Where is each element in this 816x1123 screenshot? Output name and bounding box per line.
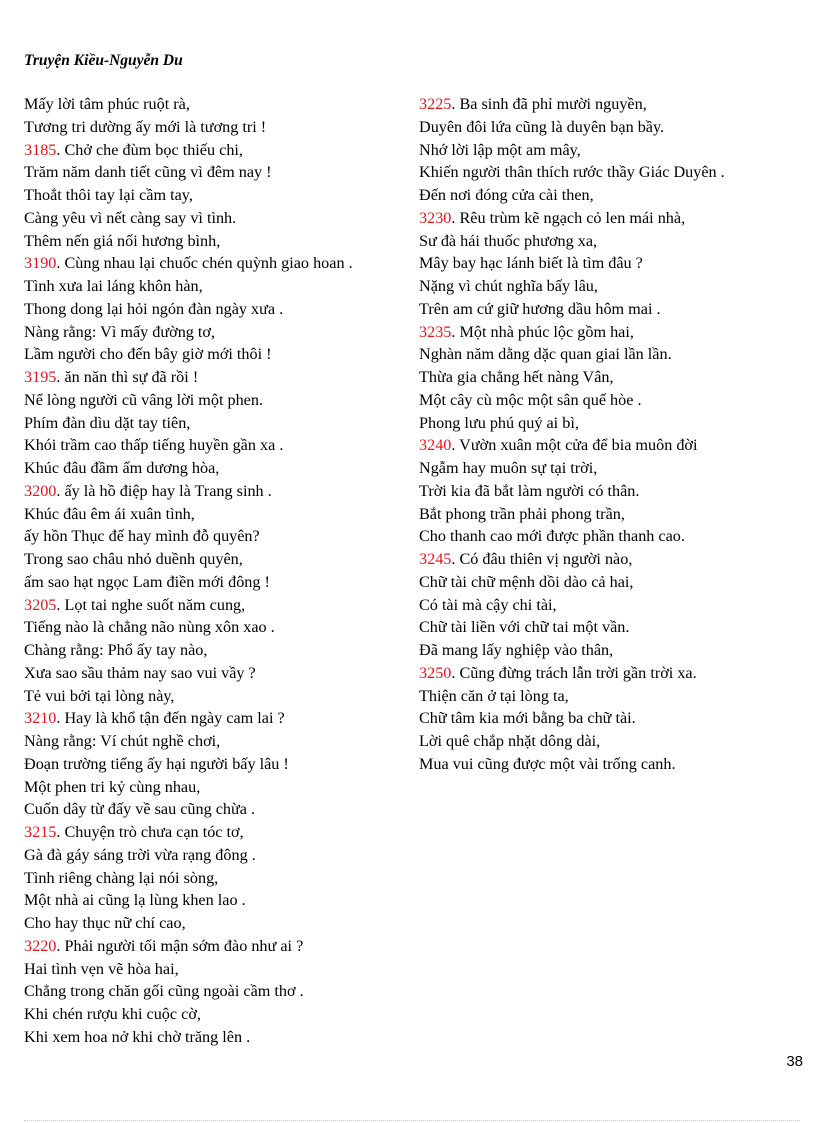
verse-line — [24, 275, 414, 298]
verse-text: Nể lòng người cũ vâng lời một phen. — [24, 390, 263, 409]
verse-text: . Một nhà phúc lộc gồm hai, — [451, 322, 634, 341]
verse-text: Tình riêng chàng lại nói sòng, — [24, 868, 219, 887]
verse-text: Càng yêu vì nết càng say vì tình. — [24, 208, 237, 227]
verse-line — [24, 980, 414, 1003]
page-number: 38 — [786, 1053, 803, 1070]
verse-text: Mua vui cũng được một vài trống canh. — [419, 754, 676, 773]
verse-line — [419, 343, 809, 366]
verse-line — [24, 230, 414, 253]
verse-text: . Ba sinh đã phỉ mười nguyền, — [451, 95, 647, 113]
verse-line — [24, 161, 414, 184]
verse-line — [24, 662, 414, 685]
verse-text: . Hay là khổ tận đến ngày cam lai ? — [56, 709, 285, 728]
verse-text: Gà đà gáy sáng trời vừa rạng đông . — [24, 845, 256, 864]
verse-line — [24, 207, 414, 230]
verse-text: Đến nơi đóng cửa cài then, — [419, 186, 594, 204]
verse-text: Nghàn năm dằng dặc quan giai lần lần. — [419, 345, 672, 364]
verse-number: 3190 — [24, 254, 57, 273]
verse-text: Đã mang lấy nghiệp vào thân, — [419, 641, 614, 659]
verse-text: . Chở che đùm bọc thiếu chi, — [56, 140, 243, 159]
verse-number: 3205 — [24, 595, 57, 614]
verse-text: Tình xưa lai láng khôn hàn, — [24, 277, 203, 295]
verse-line — [419, 275, 809, 298]
verse-line — [24, 798, 414, 821]
verse-line — [24, 685, 414, 708]
verse-text: Một phen tri kỷ cùng nhau, — [24, 777, 201, 796]
verse-text: Trời kia đã bắt làm người có thân. — [419, 481, 640, 500]
verse-line — [419, 594, 809, 617]
verse-text: Nàng rằng: Vì mấy đường tơ, — [24, 322, 216, 341]
verse-line — [419, 525, 809, 548]
verse-line — [419, 457, 809, 480]
verse-line — [24, 594, 414, 617]
verse-text: Thoắt thôi tay lại cầm tay, — [24, 186, 193, 204]
verse-text: Duyên đôi lứa cũng là duyên bạn bầy. — [419, 117, 665, 136]
verse-line — [24, 525, 414, 548]
verse-text: Mấy lời tâm phúc ruột rà, — [24, 95, 190, 113]
verse-line — [419, 412, 809, 435]
verse-line — [24, 548, 414, 571]
verse-line — [419, 480, 809, 503]
verse-text: Khúc đâu êm ái xuân tình, — [24, 504, 195, 523]
verse-line — [419, 753, 809, 776]
verse-line — [419, 321, 809, 344]
verse-line — [419, 230, 809, 253]
verse-text: Trên am cứ giữ hương dầu hôm mai . — [419, 299, 661, 318]
verse-line — [24, 457, 414, 480]
verse-number: 3210 — [24, 709, 57, 728]
verse-text: Chàng rằng: Phổ ấy tay nào, — [24, 641, 208, 659]
verse-line — [24, 889, 414, 912]
verse-text: Mây bay hạc lánh biết là tìm đâu ? — [419, 254, 643, 273]
verse-line — [419, 93, 809, 116]
verse-line — [24, 867, 414, 890]
verse-number: 3245 — [419, 550, 452, 568]
verse-line — [419, 707, 809, 730]
verse-text: . ăn năn thì sự đã rồi ! — [56, 368, 199, 386]
verse-line — [419, 548, 809, 571]
verse-line — [24, 707, 414, 730]
verse-text: . ấy là hồ điệp hay là Trang sinh . — [56, 481, 272, 500]
verse-line — [24, 571, 414, 594]
verse-line — [24, 935, 414, 958]
verse-line — [419, 434, 809, 457]
verse-line — [419, 366, 809, 389]
verse-text: . Rêu trùm kẽ ngạch cỏ len mái nhà, — [451, 208, 686, 227]
verse-line — [24, 821, 414, 844]
verse-text: Khi xem hoa nở khi chờ trăng lên . — [24, 1027, 251, 1046]
verse-number: 3185 — [24, 140, 57, 159]
verse-text: Khi chén rượu khi cuộc cờ, — [24, 1005, 201, 1023]
verse-line — [24, 776, 414, 799]
verse-line — [24, 958, 414, 981]
verse-number: 3225 — [419, 95, 452, 113]
verse-text: Cuốn dây từ đấy về sau cũng chừa . — [24, 800, 256, 819]
verse-text: Nàng rằng: Ví chút nghề chơi, — [24, 732, 221, 750]
verse-text: Sư đà hái thuốc phương xa, — [419, 231, 598, 250]
verse-number: 3195 — [24, 368, 57, 386]
verse-text: Một nhà ai cũng lạ lùng khen lao . — [24, 891, 246, 910]
verse-text: Bắt phong trần phải phong trần, — [419, 504, 625, 523]
verse-text: Thiện căn ở tại lòng ta, — [419, 686, 569, 705]
verse-line — [24, 366, 414, 389]
verse-line — [419, 571, 809, 594]
verse-line — [24, 412, 414, 435]
verse-number: 3215 — [24, 823, 57, 841]
verse-text: Thong dong lại hỏi ngón đàn ngày xưa . — [24, 299, 284, 318]
verse-text: Chữ tâm kia mới bằng ba chữ tài. — [419, 709, 636, 728]
verse-line — [24, 321, 414, 344]
verse-text: Chữ tài chữ mệnh dồi dào cả hai, — [419, 572, 634, 591]
verse-text: . Vườn xuân một cửa để bia muôn đời — [451, 436, 698, 455]
verse-line — [419, 730, 809, 753]
verse-text: Tẻ vui bởi tại lòng này, — [24, 686, 175, 705]
verse-text: Tiếng nào là chẳng não nùng xôn xao . — [24, 618, 275, 637]
verse-line — [24, 298, 414, 321]
verse-line — [24, 1003, 414, 1026]
verse-text: . Phải người tối mận sớm đào như ai ? — [56, 936, 304, 955]
page-header: Truyện Kiều-Nguyễn Du — [24, 52, 183, 69]
verse-line — [24, 639, 414, 662]
verse-line — [419, 116, 809, 139]
verse-line — [24, 93, 414, 116]
verse-line — [419, 139, 809, 162]
verse-text: Thêm nến giá nối hương bình, — [24, 231, 221, 250]
verse-text: Cho hay thục nữ chí cao, — [24, 914, 186, 932]
verse-text: Một cây cù mộc một sân quế hòe . — [419, 390, 642, 409]
verse-text: Trong sao châu nhỏ duềnh quyên, — [24, 550, 243, 568]
verse-text: Lầm người cho đến bây giờ mới thôi ! — [24, 345, 272, 364]
verse-number: 3230 — [419, 208, 452, 227]
verse-line — [24, 753, 414, 776]
verse-text: Lời quê chắp nhặt dông dài, — [419, 732, 601, 750]
verse-text: Nặng vì chút nghĩa bấy lâu, — [419, 277, 598, 295]
verse-line — [419, 503, 809, 526]
verse-number: 3235 — [419, 322, 452, 341]
verse-line — [24, 184, 414, 207]
verse-text: Cho thanh cao mới được phần thanh cao. — [419, 527, 685, 546]
verse-number: 3240 — [419, 436, 452, 455]
verse-line — [24, 252, 414, 275]
verse-text: Phím đàn dìu dặt tay tiên, — [24, 413, 191, 432]
verse-number: 3220 — [24, 936, 57, 955]
verse-line — [419, 616, 809, 639]
verse-text: Trăm năm danh tiết cũng vì đêm nay ! — [24, 163, 272, 182]
verse-line — [24, 480, 414, 503]
verse-number: 3200 — [24, 481, 57, 500]
verse-line — [24, 844, 414, 867]
verse-text: Chẳng trong chăn gối cũng ngoài cầm thơ . — [24, 982, 304, 1001]
verse-line — [419, 389, 809, 412]
verse-text: ấm sao hạt ngọc Lam điền mới đông ! — [24, 572, 270, 591]
verse-line — [419, 639, 809, 662]
verse-line — [24, 389, 414, 412]
footer-divider — [24, 1120, 800, 1121]
verse-line — [24, 912, 414, 935]
verse-text: ấy hồn Thục đế hay mình đỗ quyên? — [24, 527, 260, 546]
verse-line — [24, 116, 414, 139]
verse-text: Có tài mà cậy chi tài, — [419, 595, 557, 614]
verse-line — [24, 503, 414, 526]
verse-text: Ngẫm hay muôn sự tại trời, — [419, 459, 598, 477]
verse-number: 3250 — [419, 663, 452, 682]
verse-text: Thừa gia chẳng hết nàng Vân, — [419, 368, 614, 386]
verse-line — [419, 207, 809, 230]
verse-text: Khiến người thân thích rước thầy Giác Duyên . — [419, 163, 725, 182]
verse-text: Chữ tài liền với chữ tai một vần. — [419, 618, 630, 637]
verse-line — [24, 730, 414, 753]
verse-text: Nhớ lời lập một am mây, — [419, 140, 581, 159]
verse-line — [419, 298, 809, 321]
verse-text: . Có đâu thiên vị người nào, — [451, 550, 633, 568]
verse-line — [419, 685, 809, 708]
verse-line — [419, 184, 809, 207]
verse-line — [419, 662, 809, 685]
poem-column-right — [419, 93, 809, 776]
verse-text: Xưa sao sầu thảm nay sao vui vầy ? — [24, 663, 256, 682]
verse-line — [24, 434, 414, 457]
verse-line — [24, 1026, 414, 1049]
verse-text: Đoạn trường tiếng ấy hại người bấy lâu ! — [24, 754, 289, 773]
verse-line — [24, 616, 414, 639]
verse-text: Khúc đâu đầm ấm dương hòa, — [24, 459, 220, 477]
verse-text: . Cùng nhau lại chuốc chén quỳnh giao hoan . — [56, 254, 353, 273]
verse-text: Khói trầm cao thấp tiếng huyền gần xa . — [24, 436, 284, 455]
verse-text: . Lọt tai nghe suốt năm cung, — [56, 595, 246, 614]
verse-line — [419, 252, 809, 275]
verse-text: . Chuyện trò chưa cạn tóc tơ, — [56, 823, 244, 841]
verse-line — [419, 161, 809, 184]
verse-text: . Cũng đừng trách lẫn trời gần trời xa. — [451, 663, 697, 682]
verse-line — [24, 139, 414, 162]
verse-text: Tương tri dường ấy mới là tương tri ! — [24, 117, 267, 136]
verse-text: Hai tình vẹn vẽ hòa hai, — [24, 959, 179, 978]
poem-column-left — [24, 93, 414, 1049]
verse-line — [24, 343, 414, 366]
verse-text: Phong lưu phú quý ai bì, — [419, 413, 579, 432]
